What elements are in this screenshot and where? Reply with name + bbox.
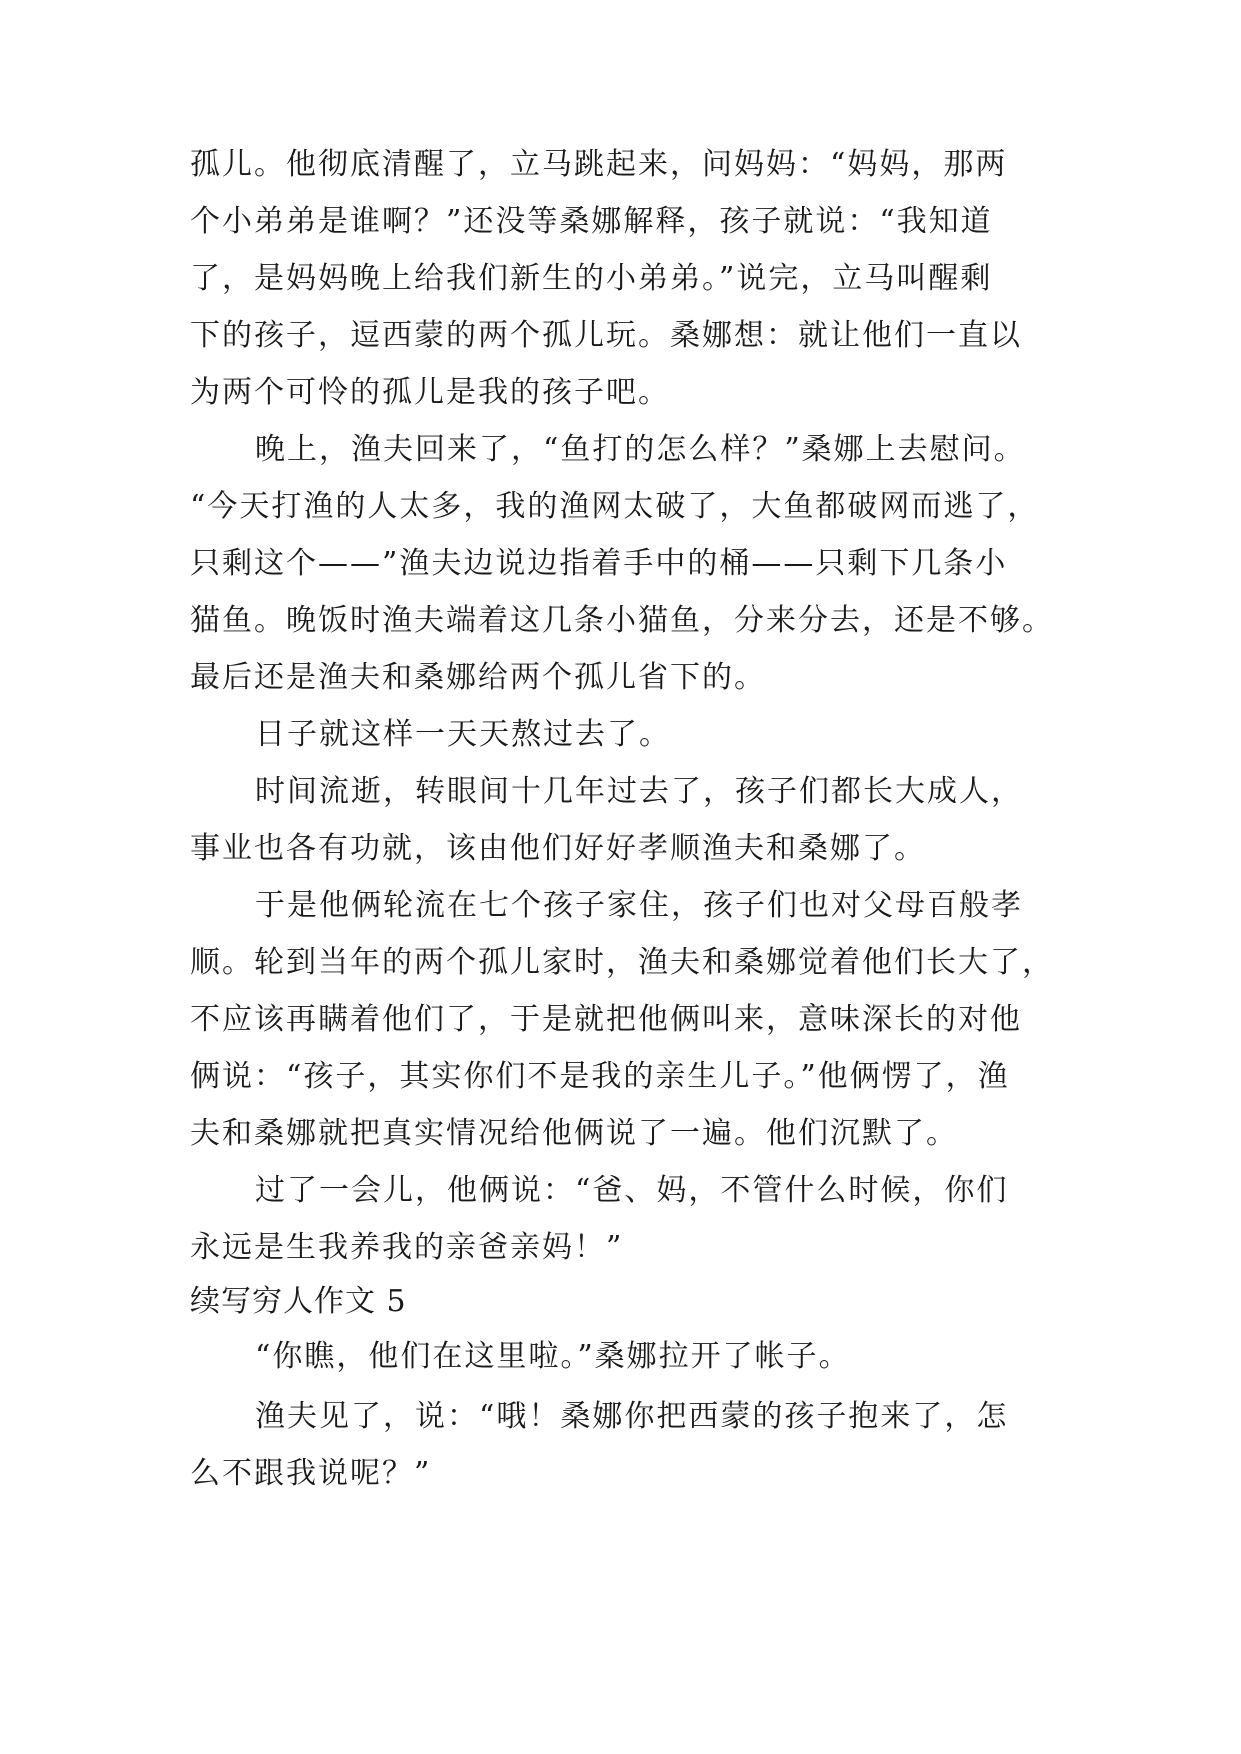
paragraph-4-line-2: 事业也各有功就，该由他们好好孝顺渔夫和桑娜了。 — [190, 831, 926, 866]
paragraph-5-line-5: 夫和桑娜就把真实情况给他俩说了一遍。他们沉默了。 — [190, 1116, 958, 1151]
section-heading: 续写穷人作文 5 — [190, 1284, 407, 1319]
paragraph-8-line-1: 渔夫见了，说：“哦！桑娜你把西蒙的孩子抱来了，怎 — [255, 1399, 1009, 1434]
paragraph-2-line-1: 晚上，渔夫回来了，“鱼打的怎么样？”桑娜上去慰问。 — [255, 432, 1026, 467]
paragraph-6-line-1: 过了一会儿，他俩说：“爸、妈，不管什么时候，你们 — [255, 1173, 1009, 1208]
paragraph-1-line-1: 孤儿。他彻底清醒了，立马跳起来，问妈妈：“妈妈，那两 — [190, 147, 1008, 182]
paragraph-5-line-4: 俩说：“孩子，其实你们不是我的亲生儿子。”他俩愣了，渔 — [190, 1059, 1010, 1094]
paragraph-5-line-3: 不应该再瞒着他们了，于是就把他俩叫来，意味深长的对他 — [190, 1002, 1022, 1037]
paragraph-5-line-1: 于是他俩轮流在七个孩子家住，孩子们也对父母百般孝 — [255, 888, 1023, 923]
paragraph-2-line-2: “今天打渔的人太多，我的渔网太破了，大鱼都破网而逃了， — [190, 489, 1040, 524]
paragraph-1-line-3: 了，是妈妈晚上给我们新生的小弟弟。”说完，立马叫醒剩 — [190, 261, 993, 296]
paragraph-2-line-4: 猫鱼。晚饭时渔夫端着这几条小猫鱼，分来分去，还是不够。 — [190, 603, 1054, 638]
paragraph-2-line-5: 最后还是渔夫和桑娜给两个孤儿省下的。 — [190, 660, 766, 695]
paragraph-6-line-2: 永远是生我养我的亲爸亲妈！” — [190, 1230, 624, 1265]
paragraph-5-line-2: 顺。轮到当年的两个孤儿家时，渔夫和桑娜觉着他们长大了， — [190, 945, 1054, 980]
paragraph-1-line-4: 下的孩子，逗西蒙的两个孤儿玩。桑娜想：就让他们一直以 — [190, 318, 1022, 353]
paragraph-8-line-2: 么不跟我说呢？” — [190, 1456, 432, 1491]
paragraph-3-line-1: 日子就这样一天天熬过去了。 — [255, 717, 671, 752]
paragraph-7-line-1: “你瞧，他们在这里啦。”桑娜拉开了帐子。 — [255, 1339, 851, 1374]
paragraph-1-line-5: 为两个可怜的孤儿是我的孩子吧。 — [190, 375, 670, 410]
paragraph-1-line-2: 个小弟弟是谁啊？”还没等桑娜解释，孩子就说：“我知道 — [190, 204, 993, 239]
paragraph-4-line-1: 时间流逝，转眼间十几年过去了，孩子们都长大成人， — [255, 774, 1023, 809]
paragraph-2-line-3: 只剩这个——”渔夫边说边指着手中的桶——只剩下几条小 — [190, 546, 1008, 581]
